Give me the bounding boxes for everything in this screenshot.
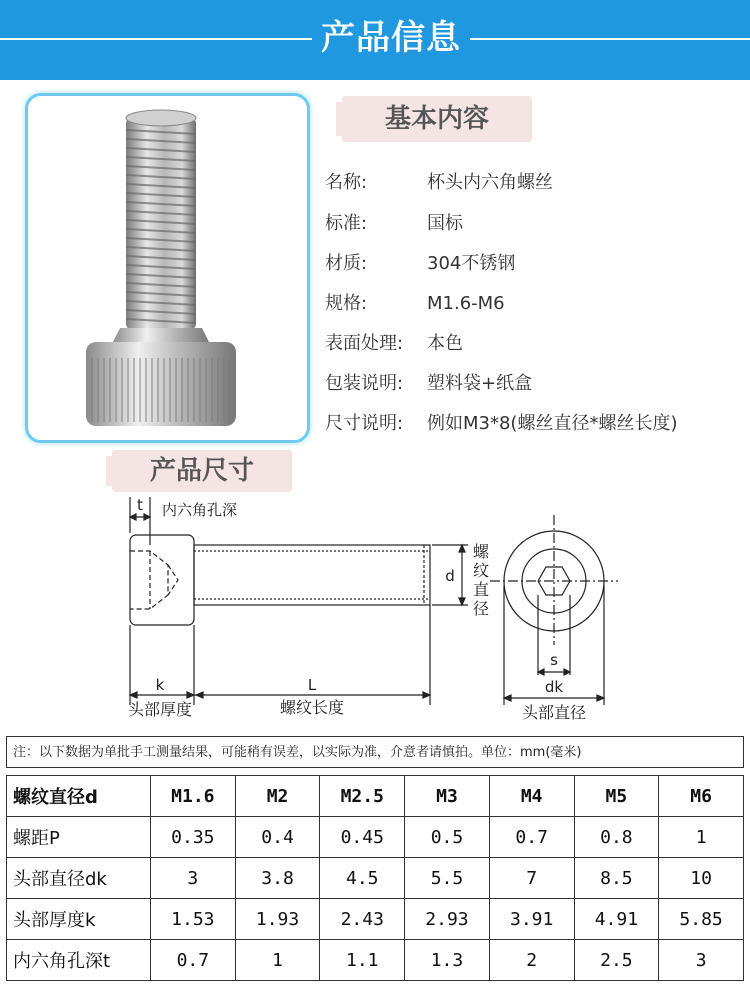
section-title-basic: 基本内容 <box>342 96 532 142</box>
row-header: 螺距P <box>7 817 151 858</box>
table-cell: 0.8 <box>574 817 659 858</box>
spec-value: 本色 <box>427 333 463 354</box>
table-cell: 1.3 <box>405 940 490 981</box>
dim-k-symbol: k <box>155 676 165 694</box>
dim-dk-symbol: dk <box>544 678 564 696</box>
table-cell: 10 <box>659 858 744 899</box>
table-cell: 0.5 <box>405 817 490 858</box>
spec-label: 规格: <box>325 293 368 314</box>
spec-row-specification <box>325 291 505 317</box>
screw-illustration <box>28 96 308 441</box>
table-header-row <box>7 776 744 817</box>
table-cell: 4.5 <box>320 858 405 899</box>
dim-t-label: 内六角孔深 <box>162 501 238 519</box>
screw-shaft-side <box>194 545 430 605</box>
dim-L-label: 螺纹长度 <box>279 698 345 717</box>
dim-s-symbol: s <box>550 651 558 669</box>
spec-value: 塑料袋+纸盒 <box>427 373 533 394</box>
screw-head-side <box>130 535 194 625</box>
spec-value: M1.6-M6 <box>427 293 505 314</box>
table-row <box>7 817 744 858</box>
dim-d-label-2: 纹 <box>472 561 490 580</box>
table-cell: 1.53 <box>151 899 236 940</box>
table-cell: 7 <box>489 858 574 899</box>
dim-d-label-1: 螺 <box>472 542 490 561</box>
spec-label: 包装说明: <box>325 373 404 394</box>
spec-row-packaging <box>325 371 532 397</box>
spec-label: 表面处理: <box>325 333 404 354</box>
dimension-diagram <box>0 495 750 725</box>
table-cell: 0.35 <box>151 817 236 858</box>
table-cell: M1.6 <box>151 776 236 817</box>
spec-row-material <box>325 251 515 277</box>
row-header: 头部厚度k <box>7 899 151 940</box>
table-cell: 2 <box>489 940 574 981</box>
banner-divider-right <box>470 38 750 40</box>
socket-hidden-line <box>130 551 168 609</box>
dim-k-label: 头部厚度 <box>127 700 193 719</box>
table-cell: 3.8 <box>235 858 320 899</box>
table-cell: M3 <box>405 776 490 817</box>
table-cell: M2 <box>235 776 320 817</box>
table-cell: 5.5 <box>405 858 490 899</box>
spec-value: 杯头内六角螺丝 <box>427 172 553 193</box>
table-cell: 0.7 <box>489 817 574 858</box>
table-cell: 0.7 <box>151 940 236 981</box>
dim-L-symbol: L <box>307 676 317 694</box>
spec-row-surface <box>325 331 463 357</box>
spec-value: 304不锈钢 <box>427 253 516 274</box>
table-cell: 5.85 <box>659 899 744 940</box>
table-cell: 3 <box>659 940 744 981</box>
spec-row-size-note <box>325 411 677 437</box>
dim-d-symbol: d <box>445 567 455 585</box>
dim-d-label-4: 径 <box>472 599 490 618</box>
table-cell: 2.93 <box>405 899 490 940</box>
table-cell: M4 <box>489 776 574 817</box>
table-cell: 1.1 <box>320 940 405 981</box>
table-row <box>7 858 744 899</box>
section-title-size: 产品尺寸 <box>112 450 292 492</box>
spec-label: 标准: <box>325 213 368 234</box>
spec-value: 国标 <box>427 213 463 234</box>
spec-value: 例如M3*8(螺丝直径*螺丝长度) <box>427 413 678 434</box>
spec-row-name <box>325 170 553 196</box>
table-cell: 4.91 <box>574 899 659 940</box>
dim-t-symbol: t <box>137 496 143 514</box>
row-header: 内六角孔深t <box>7 940 151 981</box>
table-cell: 2.5 <box>574 940 659 981</box>
table-cell: M2.5 <box>320 776 405 817</box>
table-cell: M6 <box>659 776 744 817</box>
dim-dk-label: 头部直径 <box>521 703 587 722</box>
spec-label: 尺寸说明: <box>325 413 404 434</box>
dimension-table <box>6 775 744 981</box>
table-cell: 1.93 <box>235 899 320 940</box>
spec-row-standard <box>325 211 463 237</box>
table-row <box>7 899 744 940</box>
page-title: 产品信息 <box>321 18 461 58</box>
table-cell: M5 <box>574 776 659 817</box>
row-header: 头部直径dk <box>7 858 151 899</box>
row-header: 螺纹直径d <box>7 776 151 817</box>
product-photo <box>25 93 310 443</box>
table-cell: 8.5 <box>574 858 659 899</box>
table-note: 注：以下数据为单批手工测量结果，可能稍有误差，以实际为准，介意者请慎拍。单位：mm(毫米) <box>6 736 744 768</box>
table-cell: 0.4 <box>235 817 320 858</box>
banner-divider-left <box>0 38 312 40</box>
table-cell: 1 <box>235 940 320 981</box>
spec-label: 材质: <box>325 253 368 274</box>
table-cell: 3.91 <box>489 899 574 940</box>
table-cell: 2.43 <box>320 899 405 940</box>
table-cell: 3 <box>151 858 236 899</box>
spec-label: 名称: <box>325 172 368 193</box>
table-row <box>7 940 744 981</box>
header-banner <box>0 0 750 80</box>
table-cell: 0.45 <box>320 817 405 858</box>
dim-d-label-3: 直 <box>472 580 490 599</box>
table-cell: 1 <box>659 817 744 858</box>
